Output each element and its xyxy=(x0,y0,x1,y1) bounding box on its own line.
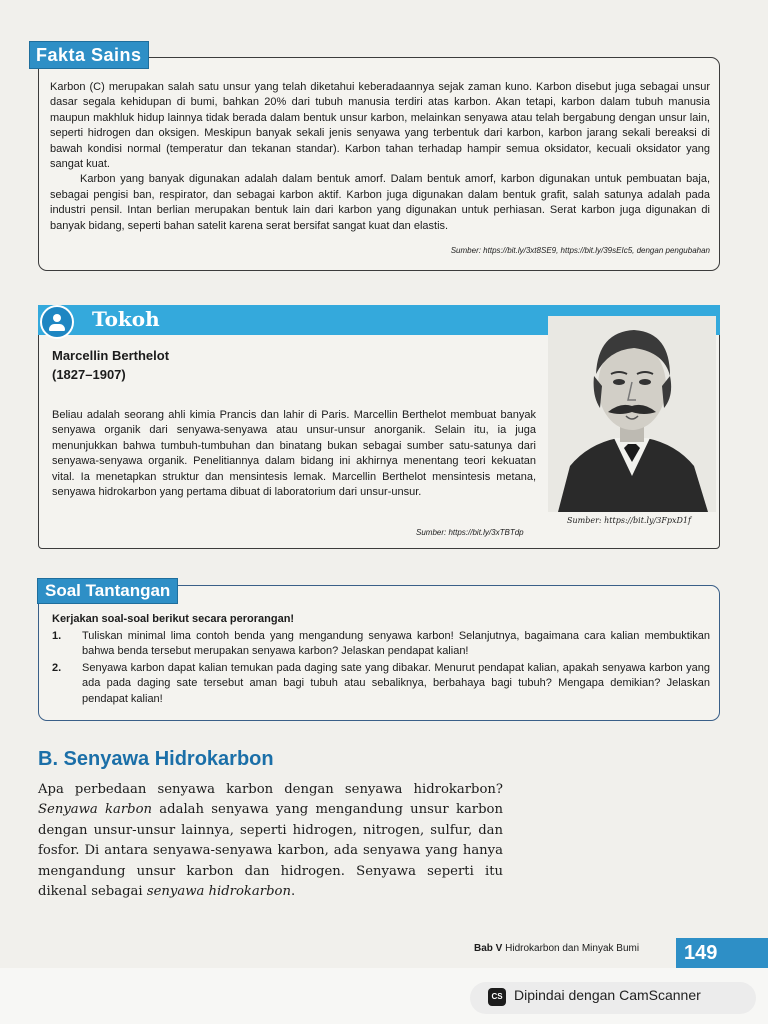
soal-list xyxy=(52,629,710,708)
camscanner-logo-icon: CS xyxy=(488,988,506,1006)
section-title: B. Senyawa Hidrokarbon xyxy=(38,748,274,770)
fakta-sains-title: Fakta Sains xyxy=(29,41,149,69)
page-number: 149 xyxy=(684,942,718,964)
fakta-source: Sumber: https://bit.ly/3xt8SE9, https://bit.ly/39sEIc5, dengan pengubahan xyxy=(450,246,710,255)
person-icon xyxy=(40,305,74,339)
section-body xyxy=(38,780,503,902)
term-senyawa-hidrokarbon: senyawa hidrokarbon xyxy=(146,884,291,900)
tokoh-name: Marcellin Berthelot xyxy=(52,348,170,363)
tokoh-body: Beliau adalah seorang ahli kimia Prancis dan lahir di Paris. Marcellin Berthelot membuat banyak senyawa organik dari senyawa-senyawa atau unsur-unsur anorganik. Selain itu, ia juga menunjukkan bahwa tumbuh-tumbuhan dan binatang bukan sebagai sumber satu-satunya dari senyawa-senyawa organik. Penelitiannya dalam bidang ini akhirnya menentang teori kekuatan vital. Ia menetapkan struktur dan mensintesis lemak. Marcellin Berthelot mensintesis metana, senyawa hidrokarbon yang pertama dibuat di laboratorium dari unsur-unsur. xyxy=(52,409,536,499)
scanner-watermark-text: Dipindai dengan CamScanner xyxy=(514,987,701,1003)
section-text-3: . xyxy=(290,884,296,900)
soal-item xyxy=(52,629,710,660)
fakta-paragraph-1: Karbon (C) merupakan salah satu unsur yang telah diketahui keberadaannya sejak zaman kuno. Karbon disebut juga sebagai unsur dasar segala kehidupan di bumi, bahkan 20% dari tubuh manusia terdiri atas karbon. Akan tetapi, karbon dalam tubuh manusia maupun makhluk hidup lainnya tidak berada dalam bentuk unsur karbon, melainkan senyawa atau telah bergabung dengan unsur lain, seperti hidrogen dan oksigen. Meskipun banyak sekali jenis senyawa yang terbentuk dari karbon, karbon jarang sekali bereaksi di bawah kondisi normal (temperatur dan tekanan standar). Karbon tahan terhadap hampir semua oksidator, kecuali oksidator yang sangat kuat. xyxy=(50,81,710,171)
tokoh-title: Tokoh xyxy=(92,307,160,331)
soal-item-number: 2. xyxy=(52,661,62,674)
portrait-caption: Sumber: https://bit.ly/3FpxD1f xyxy=(567,516,691,525)
section-text-1: Apa perbedaan senyawa karbon dengan senyawa hidrokarbon? xyxy=(38,782,503,797)
chapter-title: Hidrokarbon dan Minyak Bumi xyxy=(502,943,640,954)
section-text-2: adalah senyawa yang mengandung unsur karbon dengan unsur-unsur lainnya, seperti hidrogen, nitrogen, sulfur, dan fosfor. Di antara senyawa-senyawa karbon, ada senyawa yang hanya mengandung unsur karbon dan hidrogen. Senyawa seperti itu dikenal sebagai xyxy=(38,802,503,900)
fakta-paragraph-2: Karbon yang banyak digunakan adalah dalam bentuk amorf. Dalam bentuk amorf, karbon digunakan untuk pembuatan baja, sebagai pengisi ban, respirator, dan sebagai karbon aktif. Karbon juga digunakan dalam bentuk grafit, salah satunya adalah pada industri pensil. Intan berlian merupakan bentuk lain dari karbon yang digunakan untuk perhiasan. Serat karbon juga digunakan di banyak bidang, seperti bahan satelit karena serat bersifat sangat kuat dan elastis. xyxy=(50,173,710,232)
berthelot-portrait xyxy=(548,316,716,512)
tokoh-name-block xyxy=(52,346,169,384)
chapter-footer xyxy=(474,943,639,954)
soal-item-text: Tuliskan minimal lima contoh benda yang mengandung senyawa karbon! Selanjutnya, bagaimana cara kalian membuktikan bahwa benda tersebut merupakan senyawa karbon? Jelaskan pendapat kalian! xyxy=(82,630,710,658)
term-senyawa-karbon: Senyawa karbon xyxy=(38,802,153,818)
tokoh-years: (1827–1907) xyxy=(52,367,126,382)
soal-item-number: 1. xyxy=(52,630,62,642)
tokoh-source: Sumber: https://bit.ly/3xTBTdp xyxy=(416,528,524,537)
soal-tantangan-title: Soal Tantangan xyxy=(37,578,178,604)
soal-intro: Kerjakan soal-soal berikut secara perorangan! xyxy=(52,613,295,625)
soal-item xyxy=(52,661,710,707)
fakta-sains-body xyxy=(50,80,710,234)
chapter-label: Bab V xyxy=(474,943,503,954)
soal-item-text: Senyawa karbon dapat kalian temukan pada daging sate yang dibakar. Menurut pendapat kalian, apakah senyawa karbon yang ada pada daging sate tersebut aman bagi tubuh atau sebaliknya, berbahaya bagi tubuh? Mengapa demikian? Jelaskan pendapat kalian! xyxy=(82,661,710,705)
